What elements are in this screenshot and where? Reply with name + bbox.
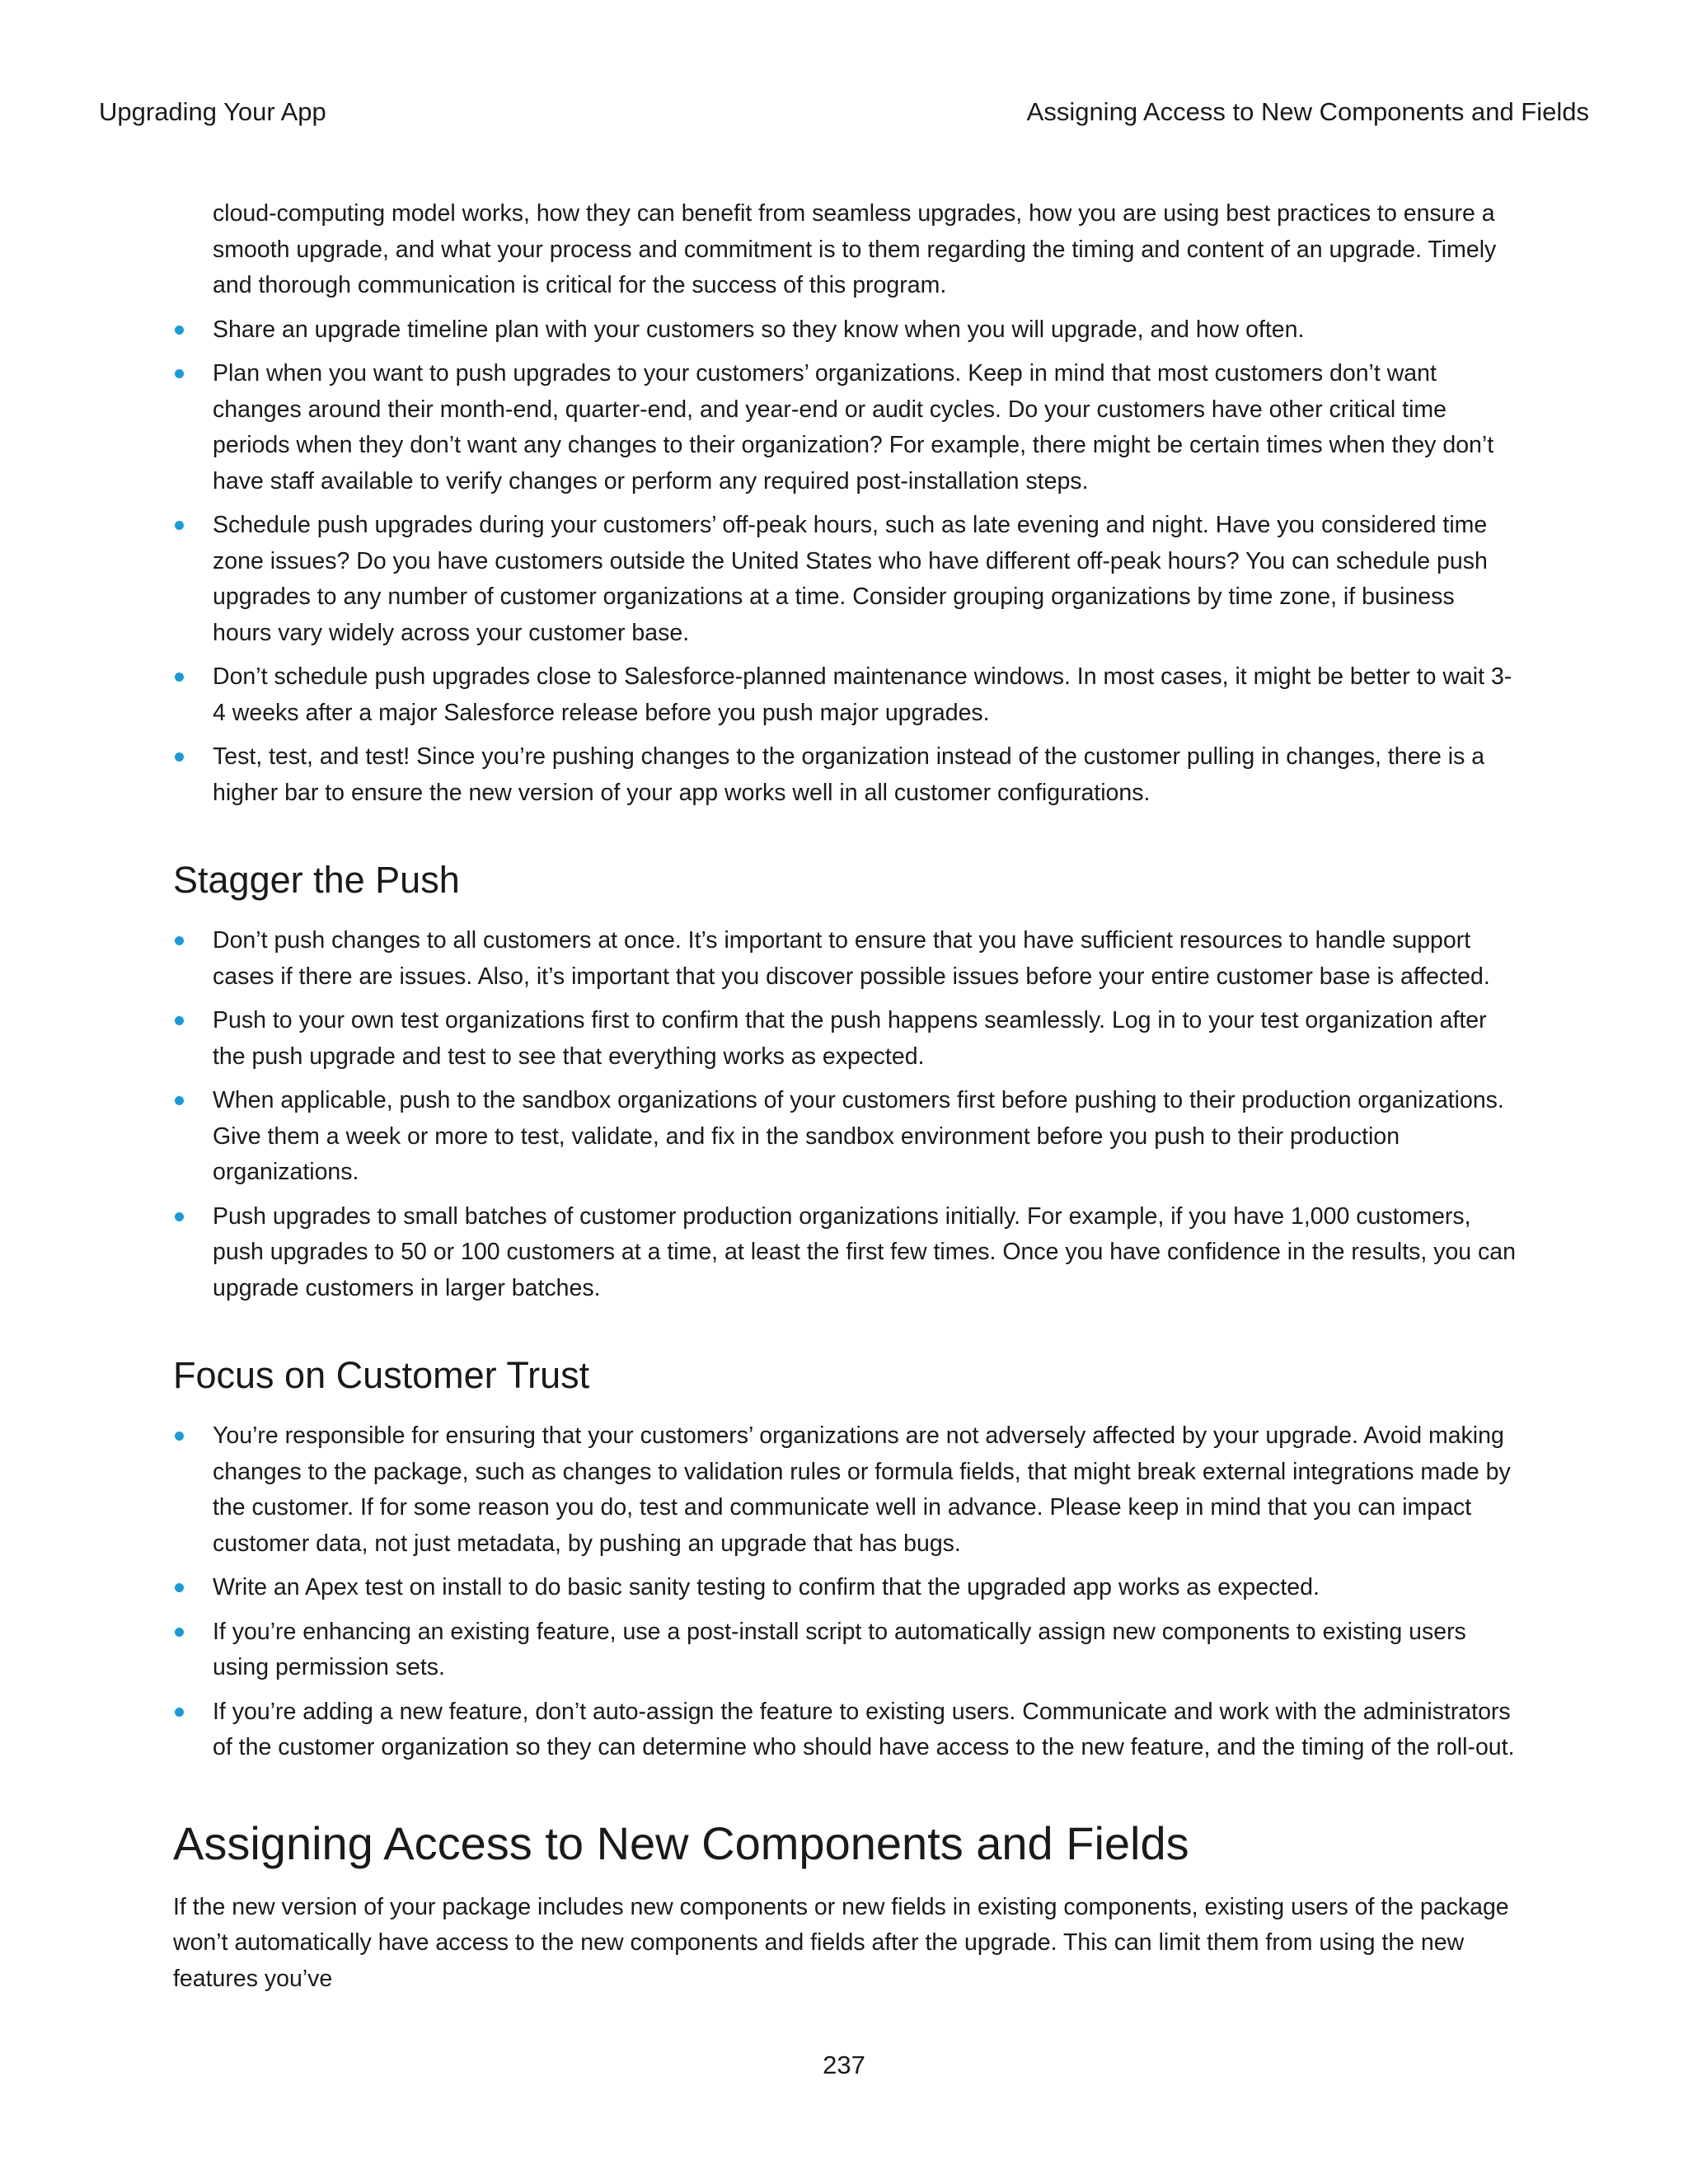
list-item-text: Don’t schedule push upgrades close to Salesforce-planned maintenance windows. In most cases, it might be better to wait 3-4 weeks after a major Salesforce release before you push major upgrades.: [213, 663, 1512, 726]
bullet-icon: [175, 936, 184, 945]
list-item-text: Don’t push changes to all customers at once. It’s important to ensure that you have sufficient resources to handle support cases if there are issues. Also, it’s important that you discover possible issues before your entire customer base is affected.: [213, 927, 1490, 990]
list-item: [173, 1615, 1517, 1686]
list-item-text: When applicable, push to the sandbox organizations of your customers first before pushing to their production organizations. Give them a week or more to test, validate, and fix in the sandbox environment before you push to their production organizations.: [213, 1087, 1504, 1185]
list-item-text: Schedule push upgrades during your customers’ off-peak hours, such as late evening and night. Have you considered time zone issues? Do you have customers outside the United States who have different off-peak hours? You can schedule push upgrades to any number of customer organizations at a time. Consider grouping organizations by time zone, if business hours vary widely across your customer base.: [213, 512, 1488, 646]
list-item: [173, 1083, 1517, 1191]
list-item-text: Test, test, and test! Since you’re pushing changes to the organization instead of the customer pulling in changes, there is a higher bar to ensure the new version of your app works well in all customer configurations.: [213, 743, 1485, 806]
bullet-icon: [175, 1096, 184, 1105]
section-body: If the new version of your package includes new components or new fields in existing components, existing users of the package won’t automatically have access to the new components and fields after the upgrade. This can limit them from using the new features you’ve: [173, 1893, 1509, 1992]
bullet-icon: [175, 752, 184, 762]
bullet-icon: [175, 1016, 184, 1025]
list-item-text: Push upgrades to small batches of customer production organizations initially. For example, if you have 1,000 customers, push upgrades to 50 or 100 customers at a time, at least the first few times. Once you have confidence in the results, you can upgrade customers in larger batches.: [213, 1202, 1517, 1301]
list-item: [173, 1418, 1517, 1562]
stagger-bullet-list: [173, 923, 1517, 1306]
main-content: [173, 196, 1517, 1997]
bullet-icon: [175, 326, 184, 335]
list-item: [173, 356, 1517, 499]
list-item: [173, 1694, 1517, 1766]
list-item: [173, 1570, 1517, 1606]
list-item: [173, 923, 1517, 995]
list-item-text: Write an Apex test on install to do basic sanity testing to confirm that the upgraded app works as expected.: [213, 1574, 1320, 1601]
list-item-text: If you’re enhancing an existing feature, use a post-install script to automatically assign new components to existing users using permission sets.: [213, 1618, 1466, 1680]
intro-continuation: cloud-computing model works, how they can benefit from seamless upgrades, how you are using best practices to ensure a smooth upgrade, and what your process and commitment is to them regarding the timing and content of an upgrade. Timely and thorough communication is critical for the success of this program.: [213, 200, 1497, 298]
list-item: [173, 659, 1517, 731]
list-item-text: You’re responsible for ensuring that your customers’ organizations are not adversely affected by your upgrade. Avoid making changes to the package, such as changes to validation rules or formula fields, that might break external integrations made by the customer. If for some reason you do, test and communicate well in advance. Please keep in mind that you can impact customer data, not just metadata, by pushing an upgrade that has bugs.: [213, 1422, 1511, 1557]
list-item: [173, 508, 1517, 651]
bullet-icon: [175, 1628, 184, 1637]
list-item: [173, 1003, 1517, 1075]
list-item: [173, 1199, 1517, 1307]
bullet-icon: [175, 1432, 184, 1441]
list-item: [173, 312, 1517, 349]
bullet-icon: [175, 369, 184, 378]
bullet-icon: [175, 521, 184, 530]
bullet-icon: [175, 1212, 184, 1221]
list-item-text: Plan when you want to push upgrades to your customers’ organizations. Keep in mind that most customers don’t want changes around their month-end, quarter-end, and year-end or audit cycles. Do your customers have other critical time periods when they don’t want any changes to their organization? For example, there might be certain times when they don’t have staff available to verify changes or perform any required post-installation steps.: [213, 360, 1494, 494]
header-chapter-title: Upgrading Your App: [99, 97, 326, 126]
intro-bullet-list: [173, 312, 1517, 812]
bullet-icon: [175, 1583, 184, 1592]
list-item-text: Push to your own test organizations first to confirm that the push happens seamlessly. Log in to your test organization after the push upgrade and test to see that everything works as expected.: [213, 1007, 1487, 1070]
stagger-heading: Stagger the Push: [173, 859, 460, 901]
bullet-icon: [175, 1708, 184, 1717]
list-item-text: Share an upgrade timeline plan with your customers so they know when you will upgrade, and how often.: [213, 316, 1305, 343]
trust-bullet-list: [173, 1418, 1517, 1766]
section-title: Assigning Access to New Components and Fields: [173, 1816, 1189, 1869]
page-number: 237: [823, 2050, 865, 2079]
list-item-text: If you’re adding a new feature, don’t auto-assign the feature to existing users. Communicate and work with the administrators of the customer organization so they can determine who should have access to the new feature, and the timing of the roll-out.: [213, 1698, 1515, 1760]
bullet-icon: [175, 673, 184, 682]
running-header: [99, 97, 1589, 127]
list-item: [173, 739, 1517, 811]
trust-heading: Focus on Customer Trust: [173, 1354, 590, 1396]
header-section-title: Assigning Access to New Components and Fields: [1026, 97, 1589, 126]
